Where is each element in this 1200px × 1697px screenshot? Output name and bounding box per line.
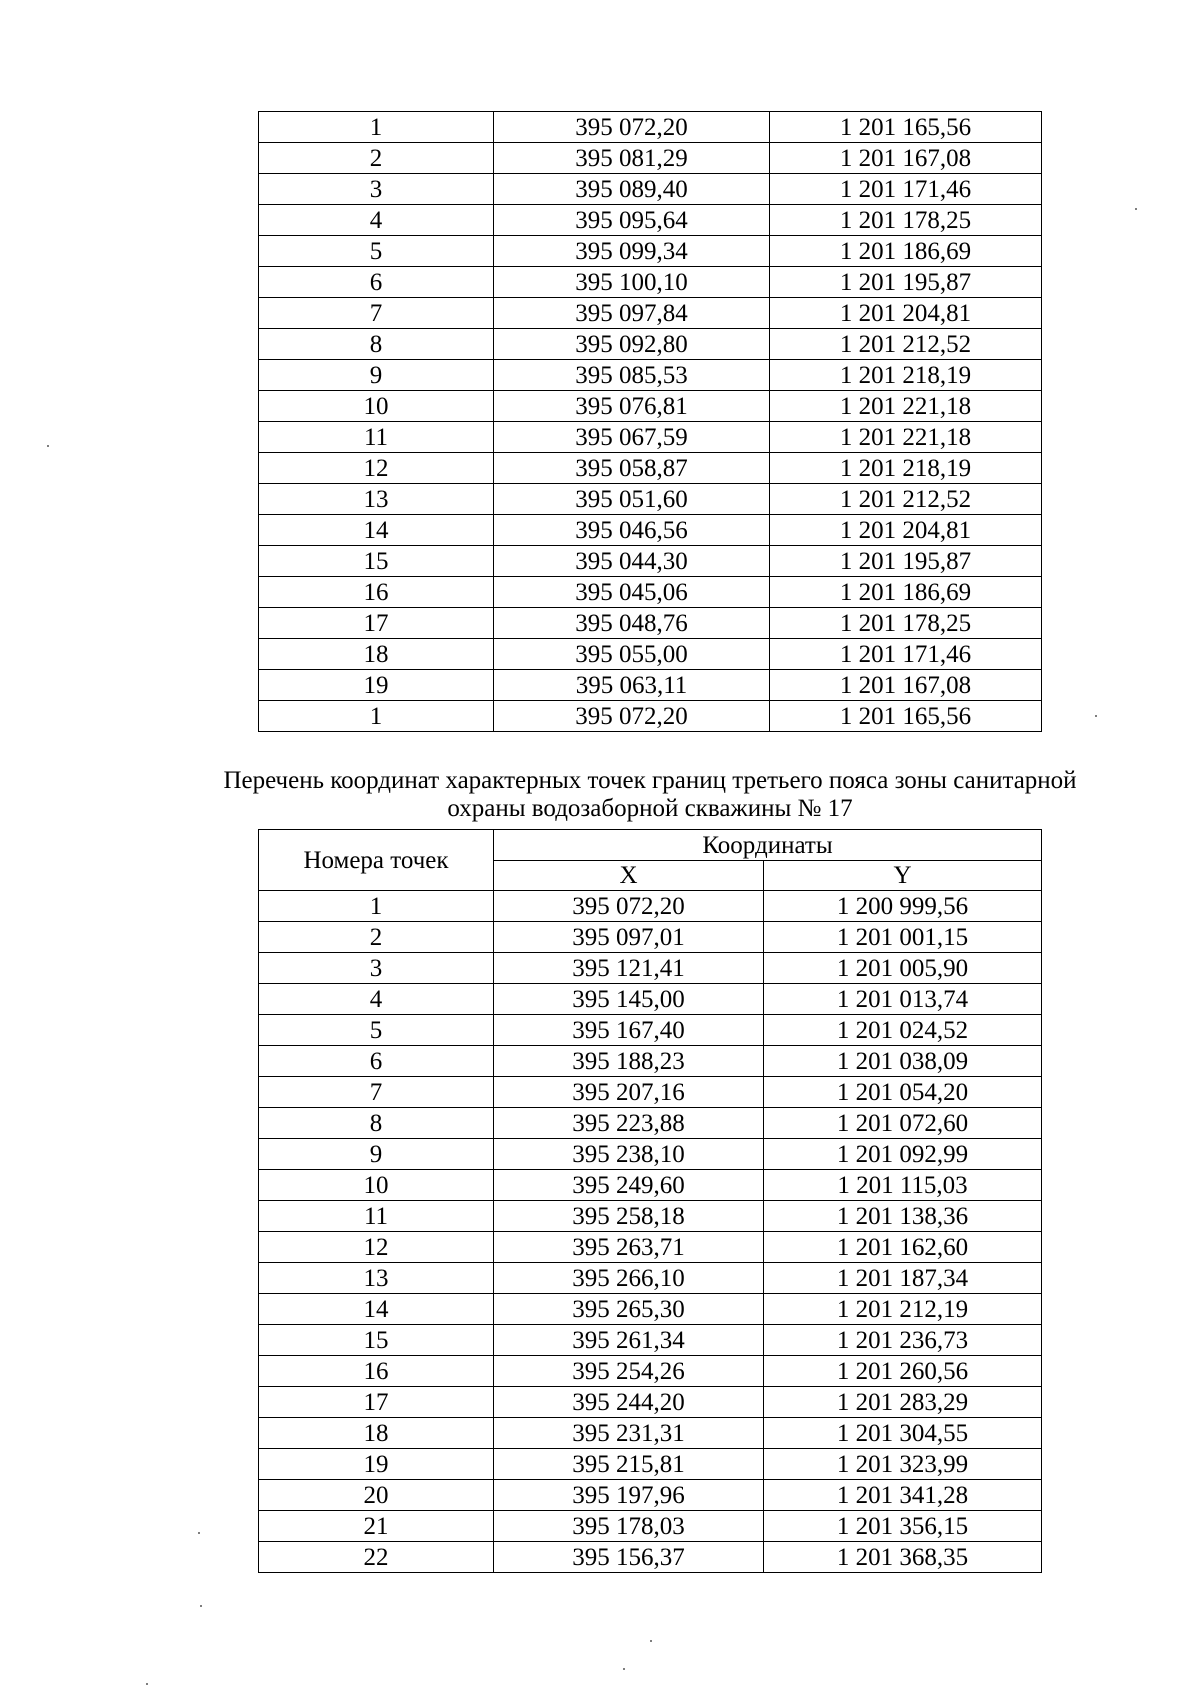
y-coordinate-cell: 1 201 115,03: [764, 1170, 1042, 1201]
y-coordinate-cell: 1 201 013,74: [764, 984, 1042, 1015]
point-number-cell: 7: [259, 1077, 494, 1108]
point-number-cell: 15: [259, 1325, 494, 1356]
table-row: [259, 546, 1042, 577]
x-coordinate-cell: 395 121,41: [494, 953, 764, 984]
point-number-cell: 4: [259, 205, 494, 236]
coordinates-table-third-zone: [258, 829, 1042, 1573]
y-coordinate-cell: 1 201 167,08: [770, 670, 1042, 701]
point-number-cell: 10: [259, 391, 494, 422]
point-number-cell: 16: [259, 1356, 494, 1387]
x-coordinate-cell: 395 265,30: [494, 1294, 764, 1325]
table-row: [259, 360, 1042, 391]
point-number-cell: 2: [259, 922, 494, 953]
x-coordinate-cell: 395 085,53: [494, 360, 770, 391]
header-x: X: [494, 861, 764, 891]
y-coordinate-cell: 1 201 171,46: [770, 174, 1042, 205]
table-row: [259, 1015, 1042, 1046]
point-number-cell: 4: [259, 984, 494, 1015]
coordinates-table-continued: [258, 111, 1042, 732]
header-point-numbers: Номера точек: [259, 830, 494, 891]
table-body: [259, 112, 1042, 732]
table-row: [259, 143, 1042, 174]
x-coordinate-cell: 395 046,56: [494, 515, 770, 546]
x-coordinate-cell: 395 249,60: [494, 1170, 764, 1201]
y-coordinate-cell: 1 201 186,69: [770, 236, 1042, 267]
x-coordinate-cell: 395 100,10: [494, 267, 770, 298]
table-row: [259, 298, 1042, 329]
scan-speck: [623, 1668, 625, 1670]
table-row: [259, 1294, 1042, 1325]
table-row: [259, 670, 1042, 701]
point-number-cell: 17: [259, 1387, 494, 1418]
table-row: [259, 329, 1042, 360]
table-row: [259, 1418, 1042, 1449]
point-number-cell: 20: [259, 1480, 494, 1511]
point-number-cell: 1: [259, 112, 494, 143]
point-number-cell: 5: [259, 1015, 494, 1046]
point-number-cell: 9: [259, 360, 494, 391]
table-row: [259, 236, 1042, 267]
table-row: [259, 1263, 1042, 1294]
table-row: [259, 577, 1042, 608]
point-number-cell: 3: [259, 953, 494, 984]
y-coordinate-cell: 1 201 304,55: [764, 1418, 1042, 1449]
scan-speck: [198, 1532, 200, 1534]
table-row: [259, 608, 1042, 639]
table-row: [259, 1511, 1042, 1542]
x-coordinate-cell: 395 223,88: [494, 1108, 764, 1139]
y-coordinate-cell: 1 201 001,15: [764, 922, 1042, 953]
scan-speck: [47, 445, 49, 447]
table-body: [259, 891, 1042, 1573]
table-row: [259, 174, 1042, 205]
y-coordinate-cell: 1 201 236,73: [764, 1325, 1042, 1356]
x-coordinate-cell: 395 238,10: [494, 1139, 764, 1170]
point-number-cell: 19: [259, 1449, 494, 1480]
y-coordinate-cell: 1 201 186,69: [770, 577, 1042, 608]
table-row: [259, 922, 1042, 953]
y-coordinate-cell: 1 201 204,81: [770, 515, 1042, 546]
point-number-cell: 11: [259, 1201, 494, 1232]
y-coordinate-cell: 1 201 212,52: [770, 484, 1042, 515]
point-number-cell: 12: [259, 1232, 494, 1263]
table-row: [259, 953, 1042, 984]
point-number-cell: 13: [259, 1263, 494, 1294]
x-coordinate-cell: 395 266,10: [494, 1263, 764, 1294]
header-row: [259, 830, 1042, 861]
scan-speck: [1095, 715, 1097, 717]
x-coordinate-cell: 395 099,34: [494, 236, 770, 267]
y-coordinate-cell: 1 201 171,46: [770, 639, 1042, 670]
y-coordinate-cell: 1 201 092,99: [764, 1139, 1042, 1170]
x-coordinate-cell: 395 244,20: [494, 1387, 764, 1418]
point-number-cell: 9: [259, 1139, 494, 1170]
point-number-cell: 10: [259, 1170, 494, 1201]
table-row: [259, 515, 1042, 546]
point-number-cell: 2: [259, 143, 494, 174]
x-coordinate-cell: 395 207,16: [494, 1077, 764, 1108]
x-coordinate-cell: 395 167,40: [494, 1015, 764, 1046]
point-number-cell: 18: [259, 639, 494, 670]
y-coordinate-cell: 1 201 072,60: [764, 1108, 1042, 1139]
x-coordinate-cell: 395 081,29: [494, 143, 770, 174]
x-coordinate-cell: 395 188,23: [494, 1046, 764, 1077]
y-coordinate-cell: 1 201 162,60: [764, 1232, 1042, 1263]
table-row: [259, 422, 1042, 453]
x-coordinate-cell: 395 058,87: [494, 453, 770, 484]
point-number-cell: 6: [259, 267, 494, 298]
y-coordinate-cell: 1 201 054,20: [764, 1077, 1042, 1108]
y-coordinate-cell: 1 201 212,19: [764, 1294, 1042, 1325]
x-coordinate-cell: 395 215,81: [494, 1449, 764, 1480]
x-coordinate-cell: 395 089,40: [494, 174, 770, 205]
point-number-cell: 1: [259, 891, 494, 922]
y-coordinate-cell: 1 201 212,52: [770, 329, 1042, 360]
y-coordinate-cell: 1 201 165,56: [770, 112, 1042, 143]
table-row: [259, 1108, 1042, 1139]
x-coordinate-cell: 395 263,71: [494, 1232, 764, 1263]
x-coordinate-cell: 395 072,20: [494, 701, 770, 732]
y-coordinate-cell: 1 201 024,52: [764, 1015, 1042, 1046]
point-number-cell: 1: [259, 701, 494, 732]
x-coordinate-cell: 395 048,76: [494, 608, 770, 639]
x-coordinate-cell: 395 258,18: [494, 1201, 764, 1232]
point-number-cell: 5: [259, 236, 494, 267]
x-coordinate-cell: 395 092,80: [494, 329, 770, 360]
point-number-cell: 14: [259, 515, 494, 546]
y-coordinate-cell: 1 200 999,56: [764, 891, 1042, 922]
scan-speck: [650, 1640, 652, 1642]
table-row: [259, 1170, 1042, 1201]
point-number-cell: 6: [259, 1046, 494, 1077]
table-row: [259, 1356, 1042, 1387]
point-number-cell: 19: [259, 670, 494, 701]
point-number-cell: 14: [259, 1294, 494, 1325]
y-coordinate-cell: 1 201 138,36: [764, 1201, 1042, 1232]
y-coordinate-cell: 1 201 323,99: [764, 1449, 1042, 1480]
x-coordinate-cell: 395 095,64: [494, 205, 770, 236]
table-row: [259, 205, 1042, 236]
y-coordinate-cell: 1 201 356,15: [764, 1511, 1042, 1542]
point-number-cell: 12: [259, 453, 494, 484]
table-header: [259, 830, 1042, 891]
y-coordinate-cell: 1 201 195,87: [770, 546, 1042, 577]
header-coordinates: Координаты: [494, 830, 1042, 861]
caption-line-1: Перечень координат характерных точек границ третьего пояса зоны санитарной: [223, 767, 1077, 794]
scan-speck: [1135, 208, 1137, 210]
point-number-cell: 21: [259, 1511, 494, 1542]
table-row: [259, 1542, 1042, 1573]
x-coordinate-cell: 395 067,59: [494, 422, 770, 453]
y-coordinate-cell: 1 201 218,19: [770, 360, 1042, 391]
y-coordinate-cell: 1 201 260,56: [764, 1356, 1042, 1387]
x-coordinate-cell: 395 231,31: [494, 1418, 764, 1449]
table-row: [259, 1077, 1042, 1108]
y-coordinate-cell: 1 201 165,56: [770, 701, 1042, 732]
point-number-cell: 7: [259, 298, 494, 329]
table-row: [259, 701, 1042, 732]
y-coordinate-cell: 1 201 195,87: [770, 267, 1042, 298]
x-coordinate-cell: 395 045,06: [494, 577, 770, 608]
table-row: [259, 984, 1042, 1015]
caption-line-2: охраны водозаборной скважины № 17: [447, 795, 853, 822]
x-coordinate-cell: 395 063,11: [494, 670, 770, 701]
table-row: [259, 1325, 1042, 1356]
y-coordinate-cell: 1 201 187,34: [764, 1263, 1042, 1294]
table-row: [259, 891, 1042, 922]
y-coordinate-cell: 1 201 341,28: [764, 1480, 1042, 1511]
table-row: [259, 1139, 1042, 1170]
x-coordinate-cell: 395 254,26: [494, 1356, 764, 1387]
x-coordinate-cell: 395 178,03: [494, 1511, 764, 1542]
y-coordinate-cell: 1 201 221,18: [770, 391, 1042, 422]
point-number-cell: 22: [259, 1542, 494, 1573]
point-number-cell: 15: [259, 546, 494, 577]
table-row: [259, 639, 1042, 670]
point-number-cell: 8: [259, 1108, 494, 1139]
table-row: [259, 453, 1042, 484]
table-row: [259, 112, 1042, 143]
x-coordinate-cell: 395 076,81: [494, 391, 770, 422]
point-number-cell: 11: [259, 422, 494, 453]
x-coordinate-cell: 395 097,84: [494, 298, 770, 329]
point-number-cell: 3: [259, 174, 494, 205]
point-number-cell: 13: [259, 484, 494, 515]
y-coordinate-cell: 1 201 218,19: [770, 453, 1042, 484]
y-coordinate-cell: 1 201 283,29: [764, 1387, 1042, 1418]
point-number-cell: 8: [259, 329, 494, 360]
scan-speck: [146, 1683, 148, 1685]
y-coordinate-cell: 1 201 038,09: [764, 1046, 1042, 1077]
table-row: [259, 1387, 1042, 1418]
x-coordinate-cell: 395 261,34: [494, 1325, 764, 1356]
y-coordinate-cell: 1 201 178,25: [770, 608, 1042, 639]
point-number-cell: 16: [259, 577, 494, 608]
y-coordinate-cell: 1 201 368,35: [764, 1542, 1042, 1573]
x-coordinate-cell: 395 044,30: [494, 546, 770, 577]
table-row: [259, 1046, 1042, 1077]
table-row: [259, 391, 1042, 422]
y-coordinate-cell: 1 201 221,18: [770, 422, 1042, 453]
table-row: [259, 267, 1042, 298]
x-coordinate-cell: 395 097,01: [494, 922, 764, 953]
table-row: [259, 1201, 1042, 1232]
y-coordinate-cell: 1 201 167,08: [770, 143, 1042, 174]
x-coordinate-cell: 395 072,20: [494, 112, 770, 143]
table-row: [259, 484, 1042, 515]
x-coordinate-cell: 395 197,96: [494, 1480, 764, 1511]
x-coordinate-cell: 395 072,20: [494, 891, 764, 922]
y-coordinate-cell: 1 201 005,90: [764, 953, 1042, 984]
y-coordinate-cell: 1 201 178,25: [770, 205, 1042, 236]
x-coordinate-cell: 395 055,00: [494, 639, 770, 670]
header-y: Y: [764, 861, 1042, 891]
y-coordinate-cell: 1 201 204,81: [770, 298, 1042, 329]
x-coordinate-cell: 395 145,00: [494, 984, 764, 1015]
table-row: [259, 1449, 1042, 1480]
point-number-cell: 17: [259, 608, 494, 639]
table-row: [259, 1232, 1042, 1263]
table-row: [259, 1480, 1042, 1511]
x-coordinate-cell: 395 156,37: [494, 1542, 764, 1573]
scan-speck: [200, 1605, 202, 1607]
point-number-cell: 18: [259, 1418, 494, 1449]
x-coordinate-cell: 395 051,60: [494, 484, 770, 515]
table-caption: [150, 767, 1150, 823]
